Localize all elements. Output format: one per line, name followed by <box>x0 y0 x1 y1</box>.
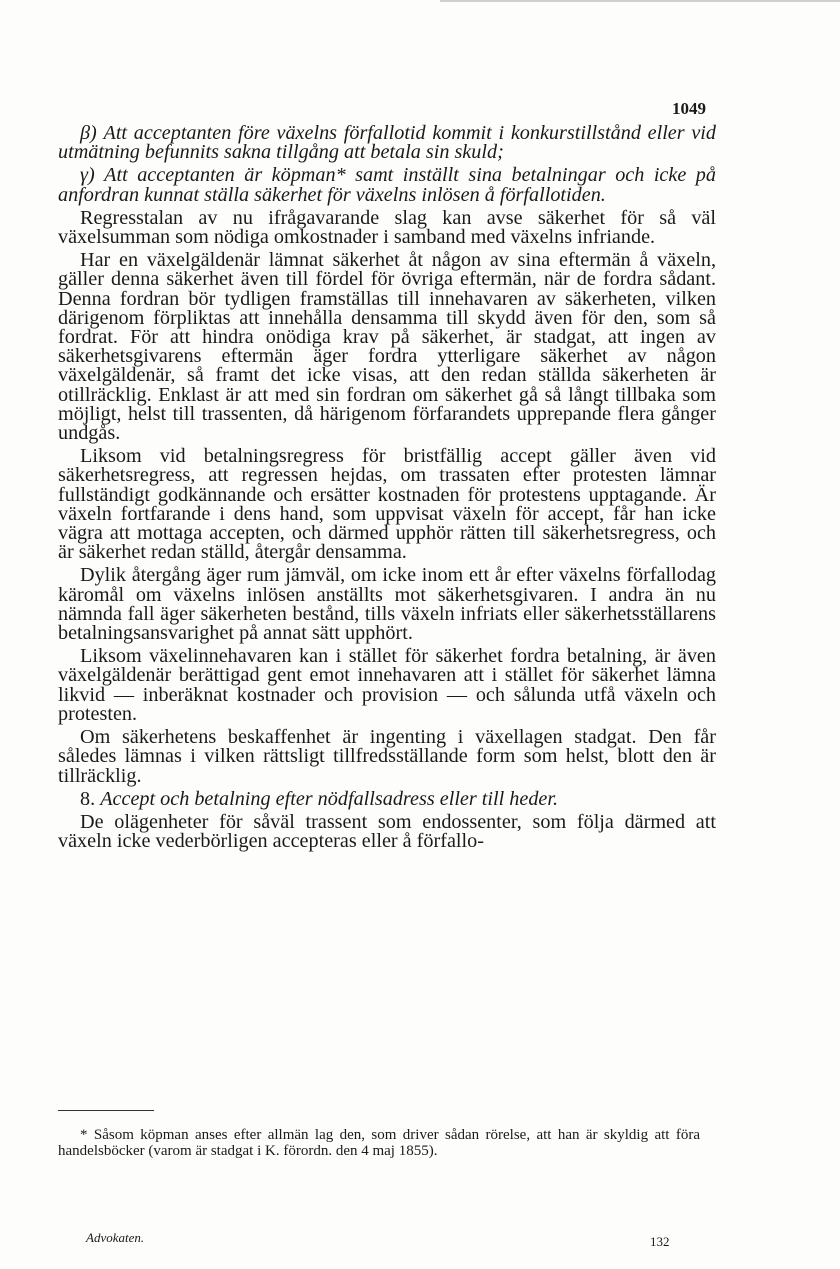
paragraph-beta: β) Att acceptanten före växelns förfallotid kommit i konkurstillstånd eller vid utmätning befunnits sakna tillgång att betala sin skuld; <box>58 122 716 164</box>
footnote: * Såsom köpman anses efter allmän lag den, som driver sådan rörelse, att han är skyldig att föra handelsböcker (varom är stadgat i K. förordn. den 4 maj 1855). <box>58 1127 700 1159</box>
footer-signature: Advokaten. <box>86 1230 145 1245</box>
footnote-rule <box>58 1110 154 1111</box>
paragraph: Liksom vid betalningsregress för bristfällig accept gäller även vid säkerhetsregress, att regressen hejdas, om trassaten efter protesten lämnar fullständigt godkännande och ersätter kostnaden för protestens upptagande. Är växeln fortfarande i dens hand, som uppvisat växeln för accept, får han icke vägra att mottaga accepten, och därmed upphör rätten till säkerhetsregress, och är säkerhet redan ställd, återgår densamma. <box>58 445 716 564</box>
footer-sheet-number: 132 <box>650 1234 670 1249</box>
section-number: 8. <box>80 787 96 810</box>
paragraph: Liksom växelinnehavaren kan i stället för säkerhet fordra betalning, är även växelgäldenär berättigad gent emot innehavaren att i stället för säkerhet lämna likvid — inberäknat kostnader och provision — och sålunda utfå växeln och protesten. <box>58 645 716 725</box>
paragraph: Dylik återgång äger rum jämväl, om icke inom ett år efter växelns förfallodag käromål om växelns inlösen anställts mot säkerhetsgivaren. I andra än nu nämnda fall äger säkerheten bestånd, tills växeln infriats eller säkerhetsställarens betalningsansvarighet på annat sätt upphört. <box>58 564 716 645</box>
paragraph: De olägenheter för såväl trassent som endossenter, som följa därmed att växeln icke vederbörligen accepteras eller å förfallo- <box>58 810 716 853</box>
page-number: 1049 <box>672 99 706 118</box>
body-text <box>58 124 716 855</box>
paragraph: Har en växelgäldenär lämnat säkerhet åt någon av sina eftermän å växeln, gäller denna säkerhet även till fördel för övriga eftermän, när de fordra sådant. Denna fordran bör tydligen framställas till innehavaren av säkerheten, vilken därigenom förpliktas att innehålla densamma till skydd även för den, som så fordrat. För att hindra onödiga krav på säkerhet, är stadgat, att ingen av säkerhetsgivarens eftermän äger fordra ytterligare säkerhet av någon växelgäldenär, så framt det icke visas, att den redan ställda säkerheten är otillräcklig. Enklast är att med sin fordran om säkerhet gå så långt tillbaka som möjligt, helst till trassenten, då härigenom förfarandets upprepande flera gånger undgås. <box>58 249 716 445</box>
top-rule <box>440 0 840 2</box>
section-heading <box>58 787 716 810</box>
paragraph: Om säkerhetens beskaffenhet är ingenting i växellagen stadgat. Den får således lämnas i vilken rättsligt tillfredsställande form som helst, blott den är tillräcklig. <box>58 726 716 787</box>
paragraph: Regresstalan av nu ifrågavarande slag kan avse säkerhet för så väl växelsumman som nödiga omkostnader i samband med växelns infriande. <box>58 206 716 249</box>
section-title: Accept och betalning efter nödfallsadress eller till heder. <box>100 787 559 810</box>
paragraph-gamma: γ) Att acceptanten är köpman* samt inställt sina betalningar och icke på anfordran kunnat ställa säkerhet för växelns inlösen å förfallotiden. <box>58 164 716 206</box>
